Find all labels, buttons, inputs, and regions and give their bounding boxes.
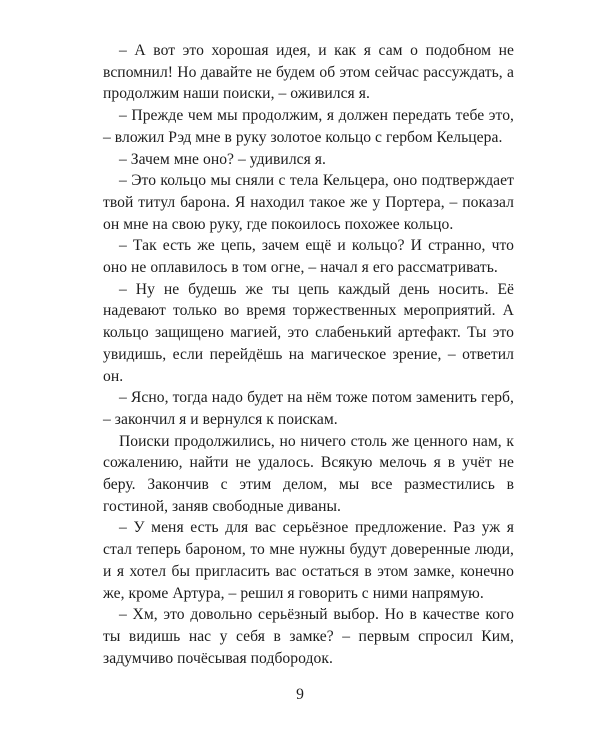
paragraph-10: – Хм, это довольно серьёзный выбор. Но в качестве кого ты видишь нас у себя в замке? – первым спросил Ким, задумчиво почёсывая подбородок. — [103, 606, 514, 667]
body-text — [103, 40, 514, 669]
paragraph-4: – Это кольцо мы сняли с тела Кельцера, оно подтверждает твой титул барона. Я находил такое же у Портера, – показал он мне на свою руку, где покоилось похожее кольцо. — [103, 172, 514, 233]
paragraph-9: – У меня есть для вас серьёзное предложение. Раз уж я стал теперь бароном, то мне нужны будут доверенные люди, и я хотел бы пригласить вас остаться в этом замке, конечно же, кроме Артура, – решил я говорить с ними напрямую. — [103, 519, 514, 602]
paragraph-5: – Так есть же цепь, зачем ещё и кольцо? И странно, что оно не оплавилось в том огне, – начал я его рассматривать. — [103, 237, 514, 277]
paragraph-6: – Ну не будешь же ты цепь каждый день носить. Её надевают только во время торжественных мероприятий. А кольцо защищено магией, это слабенький артефакт. Ты это увидишь, если перейдёшь на магическое зрение, – ответил он. — [103, 280, 514, 385]
paragraph-3: – Зачем мне оно? – удивился я. — [119, 150, 326, 168]
paragraph-8: Поиски продолжились, но ничего столь же ценного нам, к сожалению, найти не удалось. Всякую мелочь я в учёт не беру. Закончив с этим делом, мы все разместились в гостиной, заняв свободные диваны. — [103, 432, 514, 515]
paragraph-7: – Ясно, тогда надо будет на нём тоже потом заменить герб, – закончил я и вернулся к поискам. — [103, 389, 514, 428]
paragraph-1: – А вот это хорошая идея, и как я сам о подобном не вспомнил! Но давайте не будем об этом сейчас рассуждать, а продолжим наши поиски, – оживился я. — [103, 42, 514, 103]
page-number: 9 — [296, 686, 304, 703]
paragraph-2: – Прежде чем мы продолжим, я должен передать тебе это, – вложил Рэд мне в руку золотое кольцо с гербом Кельцера. — [103, 107, 514, 146]
